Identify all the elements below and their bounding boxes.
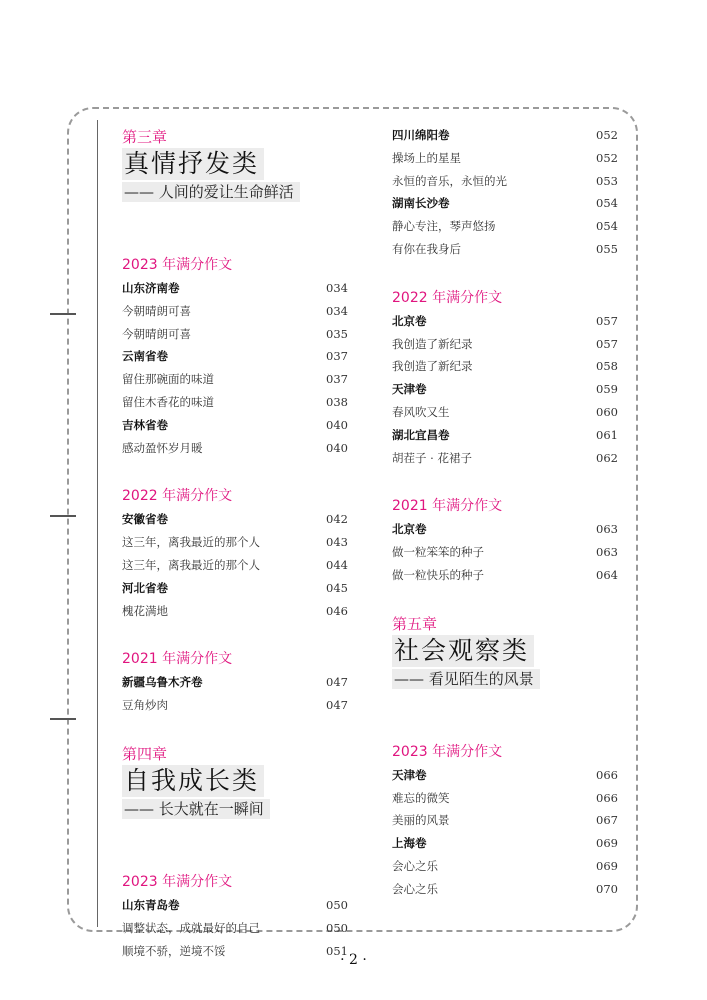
toc-entry-title: 静心专注，琴声悠扬 (392, 219, 496, 234)
toc-page-number: 035 (326, 326, 348, 341)
toc-entry-title: 安徽省卷 (122, 512, 168, 527)
toc-entry-title: 今朝晴朗可喜 (122, 303, 191, 318)
toc-essay-row (392, 447, 618, 470)
chapter-subtitle-wrap (122, 797, 348, 819)
toc-page-number: 055 (596, 241, 618, 256)
chapter-title-wrap (122, 146, 348, 180)
toc-page-number: 051 (326, 943, 348, 958)
section-year-heading: 2023 年满分作文 (122, 257, 233, 273)
toc-essay-row (122, 437, 348, 460)
toc-page-number: 069 (596, 858, 618, 873)
toc-page-number: 047 (326, 675, 348, 690)
toc-entry-title: 会心之乐 (392, 858, 438, 873)
toc-section (392, 124, 618, 261)
toc-essay-row (392, 401, 618, 424)
toc-exam-region-row (122, 577, 348, 600)
margin-rule (97, 120, 98, 927)
toc-page-number: 070 (596, 881, 618, 896)
chapter-number: 第四章 (122, 744, 168, 763)
toc-entry-title: 河北省卷 (122, 580, 168, 595)
toc-section (122, 487, 348, 622)
toc-entry-title: 四川绵阳卷 (392, 128, 450, 142)
toc-page-number: 053 (596, 173, 618, 188)
toc-entry-title: 有你在我身后 (392, 241, 461, 256)
toc-essay-row (122, 917, 348, 940)
chapter-subtitle-wrap (392, 667, 618, 689)
toc-exam-region-row (122, 671, 348, 694)
toc-entry-title: 这三年，离我最近的那个人 (122, 535, 260, 550)
toc-page-number: 066 (596, 767, 618, 782)
section-year-heading: 2023 年满分作文 (392, 743, 503, 760)
toc-entry-title: 湖北宜昌卷 (392, 427, 450, 442)
toc-page-number: 037 (326, 349, 348, 364)
toc-page-number: 052 (596, 150, 618, 165)
toc-block (122, 128, 348, 717)
toc-page-number: 040 (326, 417, 348, 432)
section-year-heading: 2022 年满分作文 (122, 488, 233, 505)
toc-entry-title: 顺境不骄，逆境不馁 (122, 943, 226, 958)
toc-essay-row (122, 300, 348, 323)
section-year-heading: 2021 年满分作文 (122, 651, 233, 668)
toc-entry-title: 留住木香花的味道 (122, 394, 214, 409)
toc-page-number: 038 (326, 394, 348, 409)
toc-section (392, 497, 618, 586)
toc-entry-title: 豆角炒肉 (122, 698, 168, 713)
toc-essay-row (392, 147, 618, 170)
toc-entry-title: 胡茬子 · 花裙子 (392, 450, 472, 465)
toc-entry-title: 北京卷 (392, 522, 427, 537)
toc-page-number: 059 (596, 382, 618, 397)
toc-right-column (392, 124, 618, 929)
toc-page-number: 064 (596, 567, 618, 582)
toc-page-number: 043 (326, 535, 348, 550)
toc-entry-title: 会心之乐 (392, 881, 438, 896)
toc-entry-title: 这三年，离我最近的那个人 (122, 557, 260, 572)
chapter-title-wrap (392, 633, 618, 667)
toc-essay-row (392, 170, 618, 193)
toc-exam-region-row (392, 424, 618, 447)
toc-page-number: 060 (596, 404, 618, 419)
section-year-heading: 2022 年满分作文 (392, 289, 503, 306)
toc-page-number: 063 (596, 522, 618, 537)
toc-page-number: 034 (326, 281, 348, 295)
toc-essay-row (392, 238, 618, 261)
chapter-title: 真情抒发类 (122, 148, 264, 180)
chapter-subtitle: —— 人间的爱让生命鲜活 (122, 182, 300, 202)
toc-page-number: 061 (596, 427, 618, 442)
toc-entry-title: 操场上的星星 (392, 150, 461, 165)
toc-essay-row (392, 809, 618, 832)
toc-page-number: 062 (596, 450, 618, 465)
toc-entry-title: 调整状态，成就最好的自己 (122, 920, 260, 935)
chapter-subtitle: —— 长大就在一瞬间 (122, 799, 270, 819)
toc-left-column (122, 128, 348, 990)
toc-page-number: 057 (596, 313, 618, 328)
toc-essay-row (392, 855, 618, 878)
toc-page-number: 045 (326, 580, 348, 595)
toc-entry-title: 难忘的微笑 (392, 790, 450, 805)
toc-entry-title: 我创造了新纪录 (392, 359, 473, 374)
toc-exam-region-row (392, 832, 618, 855)
toc-page-number: 044 (326, 557, 348, 572)
toc-entry-title: 今朝晴朗可喜 (122, 326, 191, 341)
toc-block (122, 745, 348, 962)
toc-page-number: 054 (596, 219, 618, 234)
toc-essay-row (122, 554, 348, 577)
section-year-heading: 2023 年满分作文 (122, 873, 233, 890)
toc-entry-title: 美丽的风景 (392, 813, 450, 828)
toc-exam-region-row (122, 414, 348, 437)
toc-page-number: 067 (596, 813, 618, 828)
toc-exam-region-row (392, 518, 618, 541)
section-year-heading: 2021 年满分作文 (392, 498, 503, 515)
chapter-header (122, 128, 348, 202)
toc-entry-title: 新疆乌鲁木齐卷 (122, 675, 203, 690)
toc-page-number: 050 (326, 920, 348, 935)
toc-essay-row (122, 600, 348, 623)
toc-entry-title: 春风吹又生 (392, 404, 450, 419)
toc-essay-row (122, 391, 348, 414)
toc-page-number: 069 (596, 836, 618, 851)
toc-page-number: 042 (326, 512, 348, 527)
toc-exam-region-row (392, 124, 618, 147)
toc-exam-region-row (122, 277, 348, 300)
toc-essay-row (392, 215, 618, 238)
toc-page-number: 046 (326, 603, 348, 618)
toc-essay-row (122, 531, 348, 554)
toc-entry-title: 做一粒笨笨的种子 (392, 545, 484, 560)
toc-page-number: 047 (326, 698, 348, 713)
page-number: · 2 · (340, 952, 367, 968)
margin-tick (50, 515, 76, 517)
toc-exam-region-row (122, 345, 348, 368)
toc-page-number: 057 (596, 336, 618, 351)
toc-essay-row (392, 878, 618, 901)
toc-entry-title: 做一粒快乐的种子 (392, 567, 484, 582)
toc-essay-row (392, 333, 618, 356)
toc-block (392, 124, 618, 587)
toc-essay-row (392, 787, 618, 810)
toc-essay-row (392, 355, 618, 378)
toc-entry-title: 天津卷 (392, 767, 427, 782)
margin-tick (50, 718, 76, 720)
chapter-number: 第三章 (122, 128, 168, 146)
toc-page-number: 037 (326, 372, 348, 387)
toc-entry-title: 山东济南卷 (122, 281, 180, 295)
toc-section (392, 743, 618, 901)
toc-page-number: 054 (596, 196, 618, 211)
toc-essay-row (392, 541, 618, 564)
toc-section (122, 873, 348, 962)
toc-essay-row (122, 694, 348, 717)
toc-essay-row (122, 323, 348, 346)
toc-section (122, 650, 348, 717)
toc-block (392, 615, 618, 901)
toc-exam-region-row (122, 508, 348, 531)
toc-exam-region-row (122, 894, 348, 917)
toc-entry-title: 留住那碗面的味道 (122, 372, 214, 387)
toc-page-number: 040 (326, 440, 348, 455)
toc-page-number: 050 (326, 897, 348, 912)
toc-page-number: 058 (596, 359, 618, 374)
toc-entry-title: 北京卷 (392, 313, 427, 328)
toc-essay-row (122, 368, 348, 391)
toc-entry-title: 槐花满地 (122, 603, 168, 618)
chapter-header (392, 615, 618, 689)
chapter-subtitle: —— 看见陌生的风景 (392, 669, 540, 689)
toc-exam-region-row (392, 310, 618, 333)
toc-page-number: 063 (596, 545, 618, 560)
toc-entry-title: 湖南长沙卷 (392, 196, 450, 211)
toc-entry-title: 上海卷 (392, 836, 427, 851)
toc-entry-title: 山东青岛卷 (122, 897, 180, 912)
toc-section (392, 289, 618, 470)
toc-exam-region-row (392, 192, 618, 215)
chapter-title-wrap (122, 763, 348, 797)
toc-page-number: 066 (596, 790, 618, 805)
toc-entry-title: 吉林省卷 (122, 417, 168, 432)
toc-entry-title: 天津卷 (392, 382, 427, 397)
toc-exam-region-row (392, 378, 618, 401)
chapter-subtitle-wrap (122, 180, 348, 202)
toc-entry-title: 感动盈怀岁月暖 (122, 440, 203, 455)
margin-tick (50, 313, 76, 315)
chapter-title: 自我成长类 (122, 765, 264, 797)
chapter-header (122, 745, 348, 819)
chapter-number: 第五章 (392, 614, 438, 633)
chapter-title: 社会观察类 (392, 635, 534, 667)
toc-section (122, 256, 348, 459)
toc-page-number: 052 (596, 128, 618, 142)
toc-entry-title: 我创造了新纪录 (392, 336, 473, 351)
toc-entry-title: 永恒的音乐，永恒的光 (392, 173, 507, 188)
toc-essay-row (392, 564, 618, 587)
toc-page-number: 034 (326, 303, 348, 318)
toc-exam-region-row (392, 764, 618, 787)
toc-entry-title: 云南省卷 (122, 349, 168, 364)
